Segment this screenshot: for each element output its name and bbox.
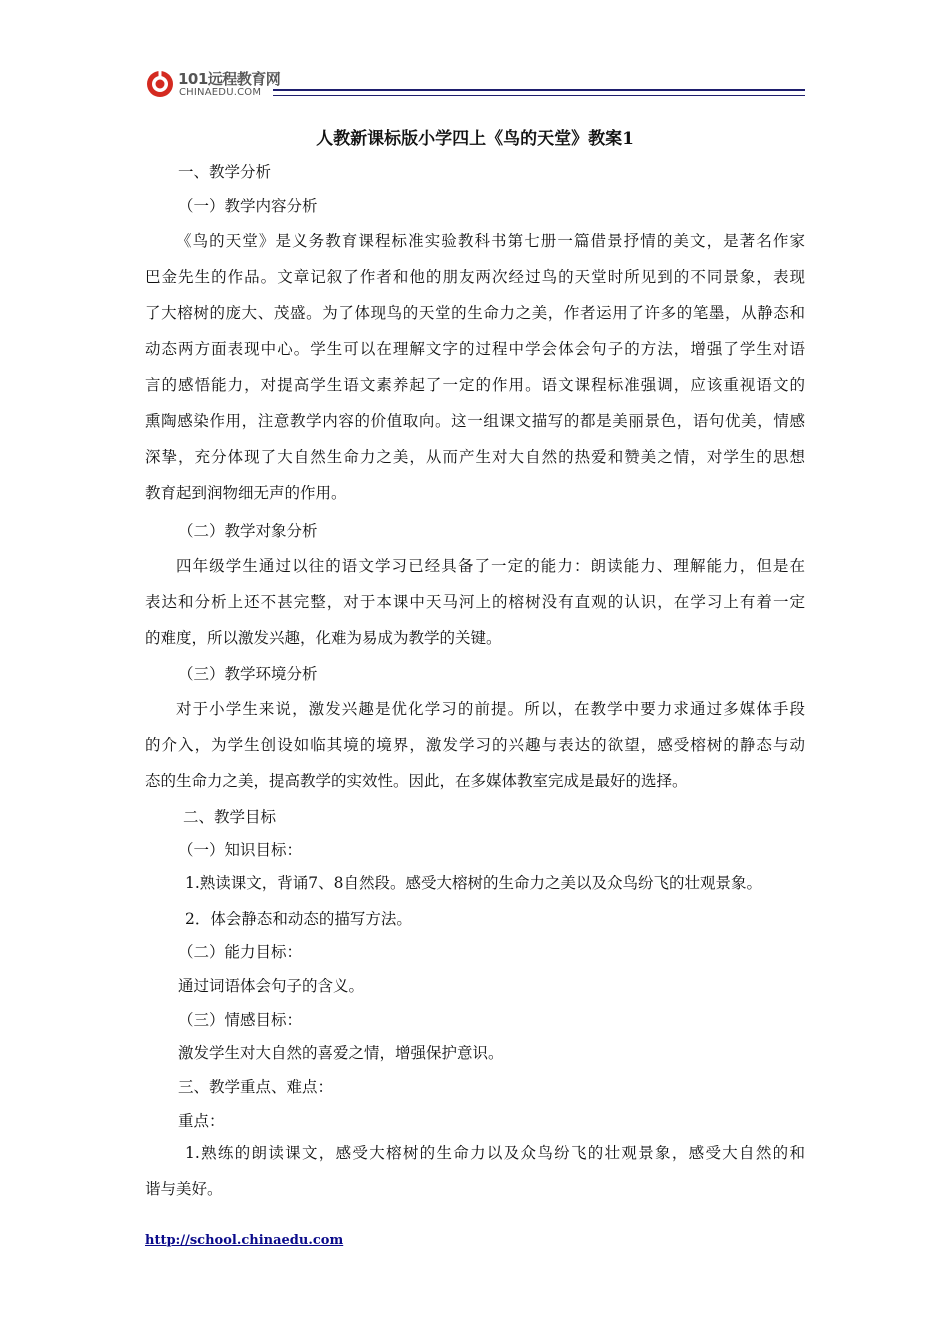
label-text: 重点： (178, 1112, 225, 1130)
paragraph-line: 教育起到润物细无声的作用。 (145, 484, 347, 502)
subsection-heading: （三）情感目标： (178, 1011, 303, 1029)
section-heading: 三、教学重点、难点： (178, 1078, 334, 1096)
list-item: 1.熟练的朗读课文，感受大榕树的生命力以及众鸟纷飞的壮观景象，感受大自然的和 (185, 1144, 805, 1162)
logo-icon (145, 69, 175, 99)
header-rule-thin (273, 95, 805, 96)
paragraph-line: 巴金先生的作品。文章记叙了作者和他的朋友两次经过鸟的天堂时所见到的不同景象，表现 (145, 268, 805, 286)
paragraph-line: 动态两方面表现中心。学生可以在理解文字的过程中学会体会句子的方法，增强了学生对语 (145, 340, 805, 358)
paragraph-line: 四年级学生通过以往的语文学习已经具备了一定的能力：朗读能力、理解能力，但是在 (176, 557, 805, 575)
list-item: 1.熟读课文，背诵7、8自然段。感受大榕树的生命力之美以及众鸟纷飞的壮观景象。 (185, 874, 763, 892)
page-header (145, 66, 805, 106)
paragraph-line: 对于小学生来说，激发兴趣是优化学习的前提。所以，在教学中要力求通过多媒体手段 (176, 700, 805, 718)
paragraph-line: 《鸟的天堂》是义务教育课程标准实验教科书第七册一篇借景抒情的美文，是著名作家 (176, 232, 805, 250)
document-title: 人教新课标版小学四上《鸟的天堂》教案1 (316, 129, 634, 149)
subsection-heading: （二）能力目标： (178, 943, 303, 961)
header-rule (273, 89, 805, 91)
paragraph-line: 熏陶感染作用，注意教学内容的价值取向。这一组课文描写的都是美丽景色，语句优美，情感 (145, 412, 805, 430)
section-heading: 二、教学目标 (183, 808, 277, 826)
paragraph-line: 通过词语体会句子的含义。 (178, 977, 365, 995)
paragraph-line: 的难度，所以激发兴趣，化难为易成为教学的关键。 (145, 629, 502, 647)
subsection-heading: （三）教学环境分析 (178, 665, 318, 683)
paragraph-line: 谐与美好。 (145, 1180, 223, 1198)
paragraph-line: 的介入，为学生创设如临其境的境界，激发学习的兴趣与表达的欲望，感受榕树的静态与动 (145, 736, 805, 754)
subsection-heading: （二）教学对象分析 (178, 522, 318, 540)
section-heading: 一、教学分析 (178, 163, 272, 181)
logo-text: 101远程教育网 (178, 70, 281, 88)
paragraph-line: 态的生命力之美，提高教学的实效性。因此，在多媒体教室完成是最好的选择。 (145, 772, 688, 790)
paragraph-line: 激发学生对大自然的喜爱之情，增强保护意识。 (178, 1044, 504, 1062)
paragraph-line: 言的感悟能力，对提高学生语文素养起了一定的作用。语文课程标准强调，应该重视语文的 (145, 376, 805, 394)
logo-domain-text: CHINAEDU.COM (179, 87, 262, 98)
footer-link[interactable]: http://school.chinaedu.com (145, 1233, 344, 1248)
paragraph-line: 深挚，充分体现了大自然生命力之美，从而产生对大自然的热爱和赞美之情，对学生的思想 (145, 448, 805, 466)
paragraph-line: 表达和分析上还不甚完整，对于本课中天马河上的榕树没有直观的认识，在学习上有着一定 (145, 593, 805, 611)
paragraph-line: 了大榕树的庞大、茂盛。为了体现鸟的天堂的生命力之美，作者运用了许多的笔墨，从静态和 (145, 304, 805, 322)
subsection-heading: （一）教学内容分析 (178, 197, 318, 215)
list-item: 2．体会静态和动态的描写方法。 (185, 910, 412, 928)
subsection-heading: （一）知识目标： (178, 841, 303, 859)
